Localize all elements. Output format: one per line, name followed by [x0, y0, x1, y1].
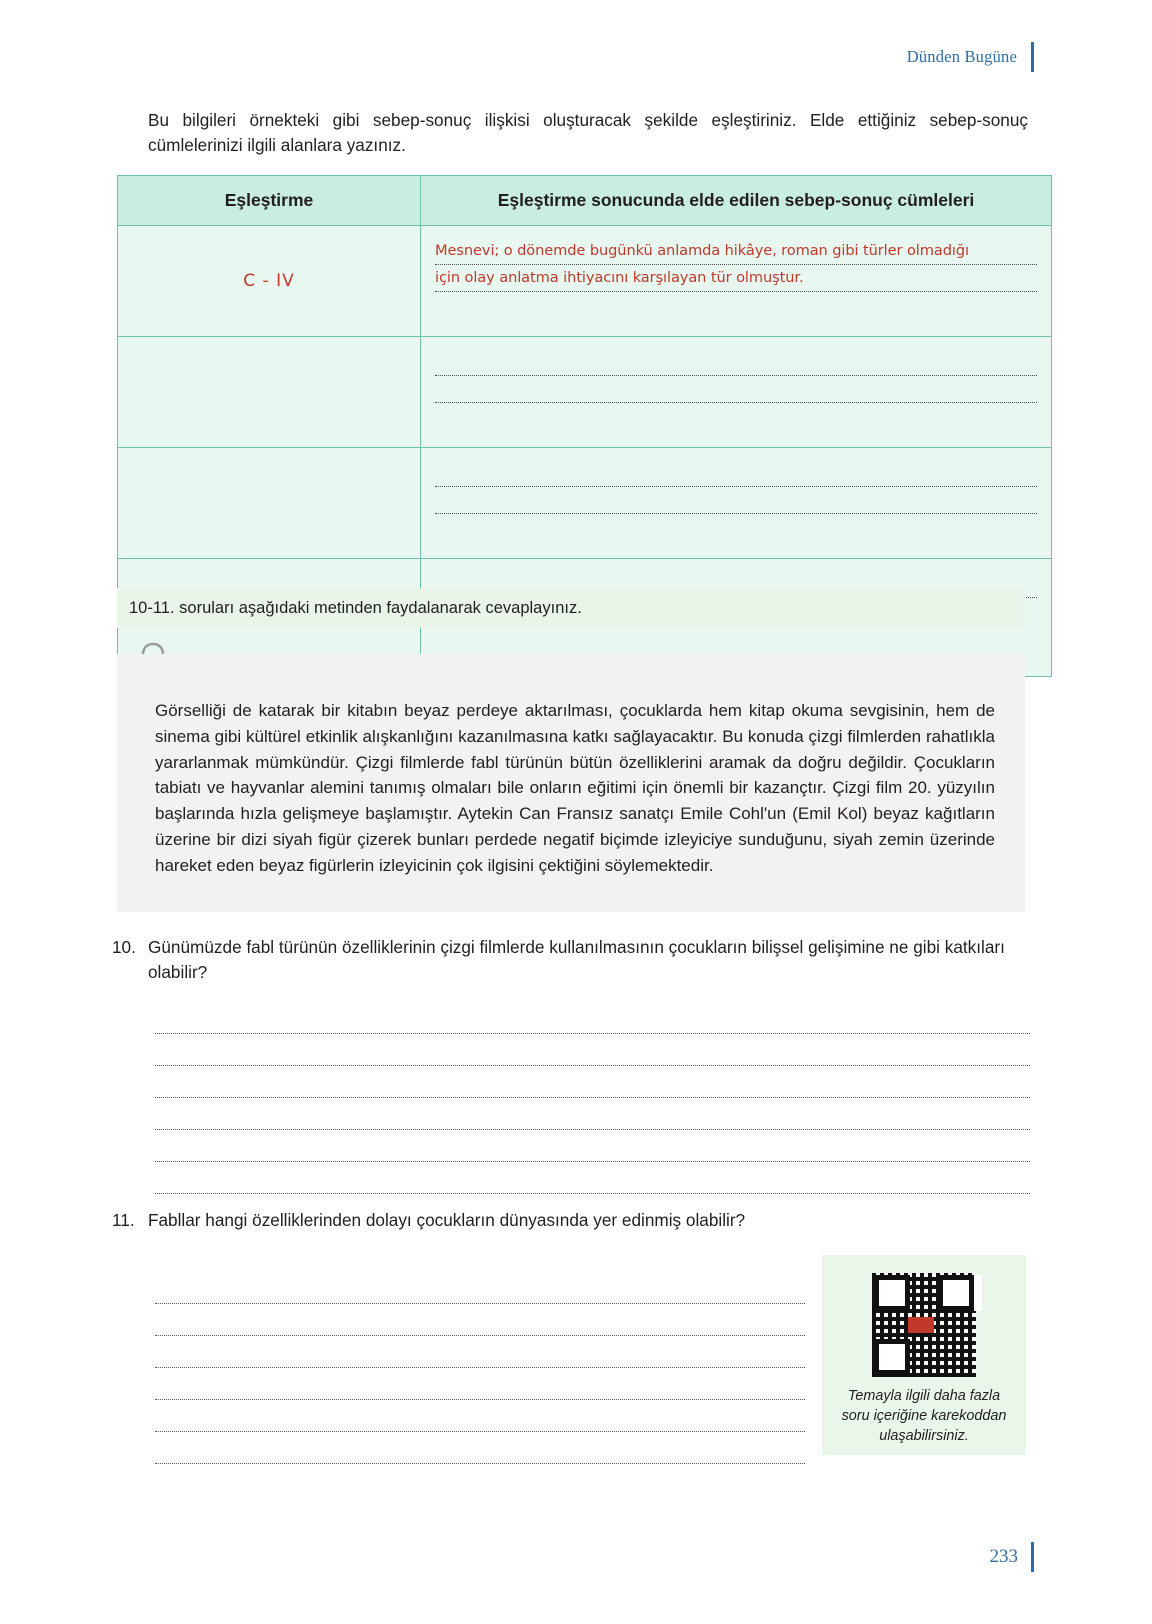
- answer-line: [435, 376, 1037, 403]
- answer-line[interactable]: [155, 1034, 1030, 1066]
- answer-line[interactable]: [155, 1368, 805, 1400]
- question-11-answer-area[interactable]: [155, 1272, 805, 1464]
- page-footer: [990, 1542, 1035, 1572]
- table-header-matching: Eşleştirme: [118, 176, 421, 226]
- table-header-sentences: Eşleştirme sonucunda elde edilen sebep-sonuç cümleleri: [421, 176, 1052, 226]
- answer-line: [435, 349, 1037, 376]
- match-value: C - IV: [243, 271, 295, 291]
- answer-cell[interactable]: [421, 337, 1052, 448]
- answer-line[interactable]: [155, 1304, 805, 1336]
- answer-line[interactable]: [155, 1066, 1030, 1098]
- answer-line[interactable]: [155, 1336, 805, 1368]
- qr-panel: [822, 1255, 1026, 1455]
- answer-line: [435, 460, 1037, 487]
- qr-caption: Temayla ilgili daha fazla soru içeriğine karekoddan ulaşabilirsiniz.: [841, 1388, 1007, 1444]
- match-cell[interactable]: [118, 337, 421, 448]
- question-instruction-band: 10-11. soruları aşağıdaki metinden faydalanarak cevaplayınız.: [117, 588, 1025, 628]
- answer-line: Mesnevi; o dönemde bugünkü anlamda hikâye, roman gibi türler olmadığı: [435, 238, 1037, 265]
- footer-rule: [1031, 1542, 1034, 1572]
- answer-line: [435, 487, 1037, 514]
- table-row: [118, 337, 1052, 448]
- answer-cell[interactable]: [421, 448, 1052, 559]
- question-11-text: Fabllar hangi özelliklerinden dolayı çocukların dünyasında yer edinmiş olabilir?: [148, 1210, 746, 1230]
- answer-cell[interactable]: [421, 226, 1052, 337]
- answer-line[interactable]: [155, 1432, 805, 1464]
- table-row: [118, 226, 1052, 337]
- reading-text-body: Görselliği de katarak bir kitabın beyaz perdeye aktarılması, çocuklarda hem kitap okuma sevgisinin, hem de sinema gibi kültürel etkinlik alışkanlığını kazanılmasına katkı sağlayacaktır. Bu konuda çizgi filmlerden rahatlıkla yararlanmak mümkündür. Çizgi filmlerde fabl türünün bütün özelliklerini aramak da doğru değildir. Çocukların tabiatı ve hayvanlar alemini tanımış olmaları bile onların eğitimi için önemli bir kazançtır. Çizgi film 20. yüzyılın başlarında hızla gelişmeye başlamıştır. Aytekin Can Fransız sanatçı Emile Cohl'un (Emil Kol) beyaz kağıtların üzerine bir dizi siyah figür çizerek bunları perdede negatif biçimde izleyiciye sunduğunu, siyah zemin üzerinde hareket eden beyaz figürlerin izleyicinin çok ilgisini çektiğini söylemektedir.: [155, 701, 995, 875]
- match-cell[interactable]: [118, 448, 421, 559]
- answer-line[interactable]: [155, 1098, 1030, 1130]
- header-title: Dünden Bugüne: [906, 47, 1017, 66]
- question-11: [112, 1208, 812, 1233]
- qr-center-mark: [908, 1317, 934, 1333]
- answer-line[interactable]: [155, 1272, 805, 1304]
- qr-eye-top-right: [938, 1275, 974, 1311]
- intro-paragraph: Bu bilgileri örnekteki gibi sebep-sonuç ilişkisi oluşturacak şekilde eşleştiriniz. Elde ettiğiniz sebep-sonuç cümlelerinizi ilgili alanlara yazınız.: [148, 110, 1028, 155]
- match-cell[interactable]: [118, 226, 421, 337]
- question-11-number: 11.: [112, 1210, 135, 1230]
- answer-line[interactable]: [155, 1130, 1030, 1162]
- answer-line[interactable]: [155, 1400, 805, 1432]
- question-10-text: Günümüzde fabl türünün özelliklerinin çizgi filmlerde kullanılmasının çocukların bilişsel gelişimine ne gibi katkıları olabilir?: [148, 937, 1005, 982]
- table-row: [118, 448, 1052, 559]
- table-header-row: [118, 176, 1052, 226]
- page-number: 233: [989, 1546, 1018, 1567]
- reading-text-box: [117, 654, 1025, 912]
- answer-line[interactable]: [155, 1162, 1030, 1194]
- question-10: [112, 935, 1032, 985]
- answer-line[interactable]: [155, 1002, 1030, 1034]
- qr-code-icon[interactable]: [872, 1273, 976, 1377]
- question-10-number: 10.: [112, 937, 136, 957]
- answer-line: için olay anlatma ihtiyacını karşılayan tür olmuştur.: [435, 265, 1037, 292]
- question-10-answer-area[interactable]: [155, 1002, 1030, 1194]
- header-rule: [1031, 42, 1034, 72]
- page-header: [907, 42, 1034, 72]
